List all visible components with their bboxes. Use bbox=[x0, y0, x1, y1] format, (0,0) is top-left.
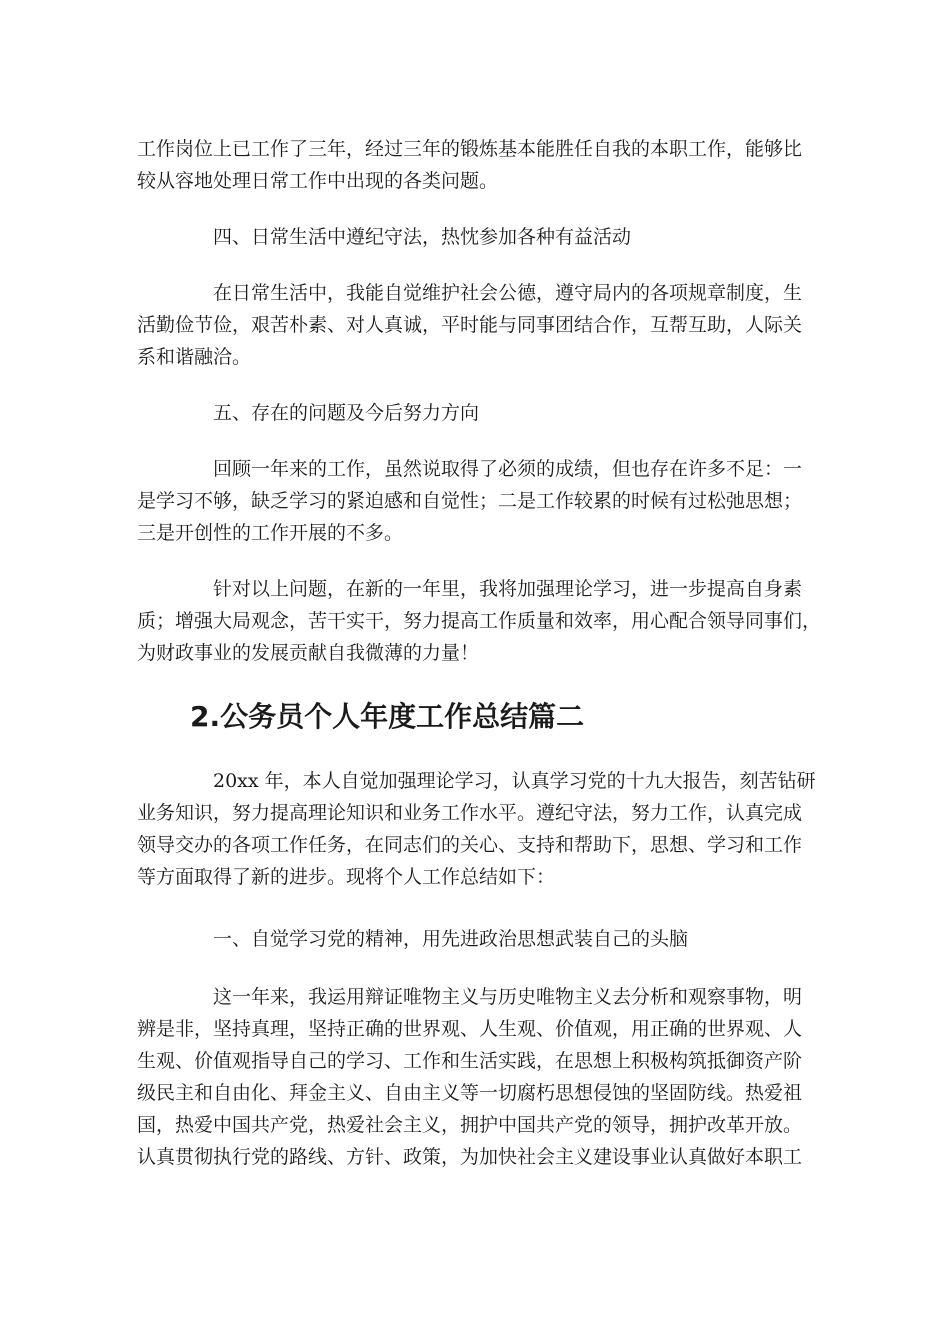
paragraph-line: 级民主和自由化、拜金主义、自由主义等一切腐朽思想侵蚀的坚固防线。热爱祖 bbox=[137, 1082, 803, 1104]
paragraph-line: 三是开创性的工作开展的不多。 bbox=[137, 522, 404, 544]
paragraph-line: 业务知识，努力提高理论知识和业务工作水平。遵纪守法，努力工作，认真完成 bbox=[137, 802, 803, 824]
paragraph-line: 辨是非，坚持真理，坚持正确的世界观、人生观、价值观，用正确的世界观、人 bbox=[137, 1018, 803, 1040]
section-heading-5: 五、存在的问题及今后努力方向 bbox=[213, 402, 480, 424]
paragraph-line: 领导交办的各项工作任务，在同志们的关心、支持和帮助下，思想、学习和工作 bbox=[137, 834, 803, 856]
paragraph-line: 在日常生活中，我能自觉维护社会公德，遵守局内的各项规章制度，生 bbox=[213, 282, 803, 304]
paragraph-line: 为财政事业的发展贡献自我微薄的力量！ bbox=[137, 642, 480, 664]
paragraph-line: 回顾一年来的工作，虽然说取得了必须的成绩，但也存在许多不足：一 bbox=[213, 458, 803, 480]
paragraph-line: 生观、价值观指导自己的学习、工作和生活实践，在思想上积极构筑抵御资产阶 bbox=[137, 1050, 803, 1072]
paragraph-line: 国，热爱中国共产党，热爱社会主义，拥护中国共产党的领导，拥护改革开放。 bbox=[137, 1114, 803, 1136]
paragraph-line: 是学习不够，缺乏学习的紧迫感和自觉性；二是工作较累的时候有过松弛思想； bbox=[137, 490, 803, 512]
paragraph-line: 20xx 年，本人自觉加强理论学习，认真学习党的十九大报告，刻苦钻研 bbox=[213, 770, 816, 792]
paragraph-line: 较从容地处理日常工作中出现的各类问题。 bbox=[137, 170, 499, 192]
section-heading-4: 四、日常生活中遵纪守法，热忱参加各种有益活动 bbox=[213, 226, 632, 248]
section-title: 2.公务员个人年度工作总结篇二 bbox=[190, 700, 585, 733]
paragraph-line: 针对以上问题，在新的一年里，我将加强理论学习，进一步提高自身素 bbox=[213, 578, 803, 600]
paragraph-line: 活勤俭节俭，艰苦朴素、对人真诚，平时能与同事团结合作，互帮互助，人际关 bbox=[137, 314, 803, 336]
paragraph-line: 认真贯彻执行党的路线、方针、政策，为加快社会主义建设事业认真做好本职工 bbox=[137, 1146, 803, 1168]
paragraph-line: 等方面取得了新的进步。现将个人工作总结如下： bbox=[137, 866, 556, 888]
paragraph-line: 工作岗位上已工作了三年，经过三年的锻炼基本能胜任自我的本职工作，能够比 bbox=[137, 138, 803, 160]
paragraph-line: 质；增强大局观念，苦干实干，努力提高工作质量和效率，用心配合领导同事们， bbox=[137, 610, 822, 632]
paragraph-line: 这一年来，我运用辩证唯物主义与历史唯物主义去分析和观察事物，明 bbox=[213, 986, 803, 1008]
paragraph-line: 系和谐融洽。 bbox=[137, 346, 252, 368]
section-heading-1: 一、自觉学习党的精神，用先进政治思想武装自己的头脑 bbox=[213, 928, 689, 950]
